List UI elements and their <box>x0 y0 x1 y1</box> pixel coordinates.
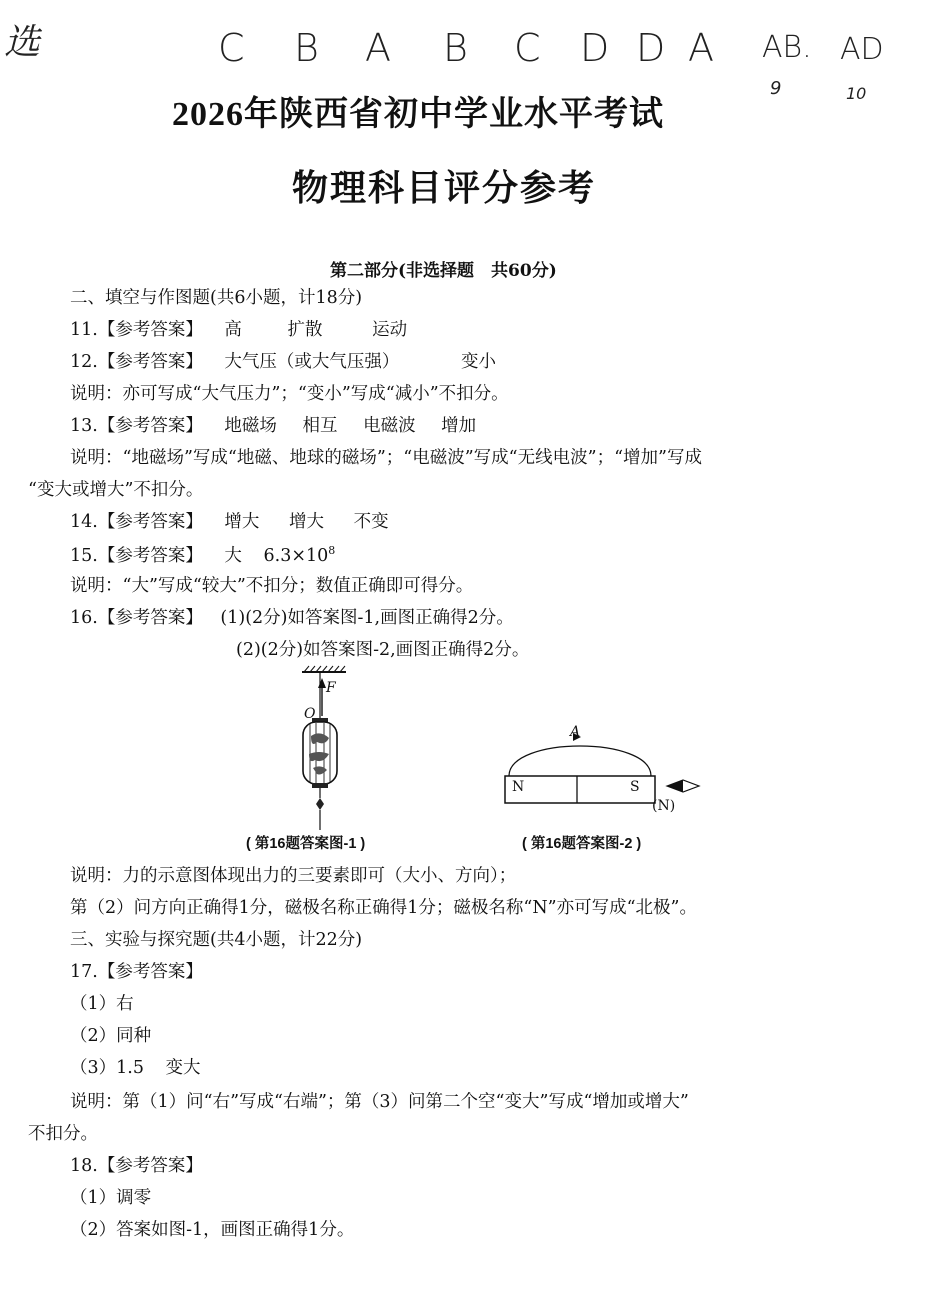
choice-5: C <box>514 26 541 70</box>
q16-part-2: (2)(2分)如答案图-2,画图正确得2分。 <box>236 640 530 660</box>
q11-label: 11.【参考答案】 <box>70 320 203 340</box>
handwritten-label: 选 <box>4 22 41 63</box>
q15-answer-2-exponent: 8 <box>328 544 336 557</box>
q12-answer-2: 变小 <box>461 352 496 372</box>
choice-number-9: 9 <box>770 78 782 99</box>
choice-6: D <box>580 26 610 70</box>
q13-note-line-2: “变大或增大”不扣分。 <box>28 480 204 500</box>
figure-2-magnet <box>495 724 715 814</box>
q17-part-3 <box>70 1058 201 1079</box>
q13-note-line-1: 说明：“地磁场”写成“地磁、地球的磁场”；“电磁波”写成“无线电波”；“增加”写成 <box>70 448 702 468</box>
q15-answer-1: 大 <box>224 545 242 566</box>
q14-answer-1: 增大 <box>224 512 260 532</box>
q12-row <box>70 352 496 373</box>
q17-part-3-b: 变大 <box>165 1058 201 1078</box>
q14-answer-3: 不变 <box>353 512 389 532</box>
q15-note: 说明：“大”写成“较大”不扣分；数值正确即可得分。 <box>70 576 474 596</box>
q13-answer-2: 相互 <box>302 416 338 436</box>
q13-row <box>70 416 476 437</box>
q12-note: 说明：亦可写成“大气压力”；“变小”写成“减小”不扣分。 <box>70 384 509 404</box>
figure-2-needle-label: (N) <box>652 798 676 814</box>
q16-note-2: 第（2）问方向正确得1分，磁极名称正确得1分；磁极名称“N”亦可写成“北极”。 <box>70 898 697 918</box>
figure-2-arc-label: A <box>570 724 581 740</box>
q18-label: 18.【参考答案】 <box>70 1156 203 1176</box>
figure-2-caption: ( 第16题答案图-2 ) <box>522 836 642 852</box>
figure-2-north-label: N <box>512 779 525 795</box>
q17-note-line-2: 不扣分。 <box>28 1124 98 1144</box>
choice-3: A <box>365 26 391 70</box>
choice-number-10: 10 <box>846 84 867 103</box>
q15-label: 15.【参考答案】 <box>70 545 203 566</box>
q16-row <box>70 608 514 629</box>
q12-label: 12.【参考答案】 <box>70 352 203 372</box>
choice-7: D <box>636 26 666 70</box>
choice-10: AD <box>840 32 884 67</box>
q11-answer-2: 扩散 <box>287 320 323 340</box>
page-title: 2026年陕西省初中学业水平考试 <box>172 96 664 133</box>
q17-note-line-1: 说明：第（1）问“右”写成“右端”；第（3）问第二个空“变大”写成“增加或增大” <box>70 1092 689 1112</box>
section-3-heading: 三、实验与探究题(共4小题，计22分) <box>70 930 363 950</box>
q16-note-1: 说明：力的示意图体现出力的三要素即可（大小、方向）； <box>70 866 517 886</box>
q13-answer-1: 地磁场 <box>224 416 277 436</box>
section-2-heading: 二、填空与作图题(共6小题，计18分) <box>70 288 363 308</box>
figure-2-south-label: S <box>630 779 640 795</box>
choice-2: B <box>294 26 319 70</box>
q13-label: 13.【参考答案】 <box>70 416 203 436</box>
q17-label: 17.【参考答案】 <box>70 962 203 982</box>
choice-9: AB. <box>762 30 812 65</box>
q11-answer-3: 运动 <box>372 320 408 340</box>
figure-1-force-label: F <box>326 680 336 696</box>
q17-part-3-a: （3）1.5 <box>70 1058 144 1078</box>
q17-part-2: （2）同种 <box>70 1026 152 1046</box>
q16-label: 16.【参考答案】 <box>70 608 203 628</box>
q14-row <box>70 512 389 533</box>
q11-answer-1: 高 <box>224 320 242 340</box>
q13-answer-4: 增加 <box>441 416 477 436</box>
q16-part-1: (1)(2分)如答案图-1,画图正确得2分。 <box>220 608 514 628</box>
choice-8: A <box>688 26 714 70</box>
q17-part-1: （1）右 <box>70 994 134 1014</box>
q18-part-1: （1）调零 <box>70 1188 152 1208</box>
q18-part-2: （2）答案如图-1，画图正确得1分。 <box>70 1220 355 1240</box>
choice-4: B <box>443 26 468 70</box>
q15-row <box>70 544 335 567</box>
choice-1: C <box>218 26 245 70</box>
q14-label: 14.【参考答案】 <box>70 512 203 532</box>
q15-answer-2: $6.3\times 10^8$ <box>263 544 336 566</box>
figure-1-point-label: O <box>304 706 316 722</box>
q13-answer-3: 电磁波 <box>363 416 416 436</box>
q12-answer-1: 大气压（或大气压强） <box>224 352 400 372</box>
figure-1-caption: ( 第16题答案图-1 ) <box>246 836 366 852</box>
figure-1-lantern <box>280 664 400 834</box>
part-heading: 第二部分(非选择题 共60分) <box>330 261 557 281</box>
page-subtitle: 物理科目评分参考 <box>292 168 597 208</box>
q14-answer-2: 增大 <box>289 512 324 532</box>
q11-row <box>70 320 407 341</box>
